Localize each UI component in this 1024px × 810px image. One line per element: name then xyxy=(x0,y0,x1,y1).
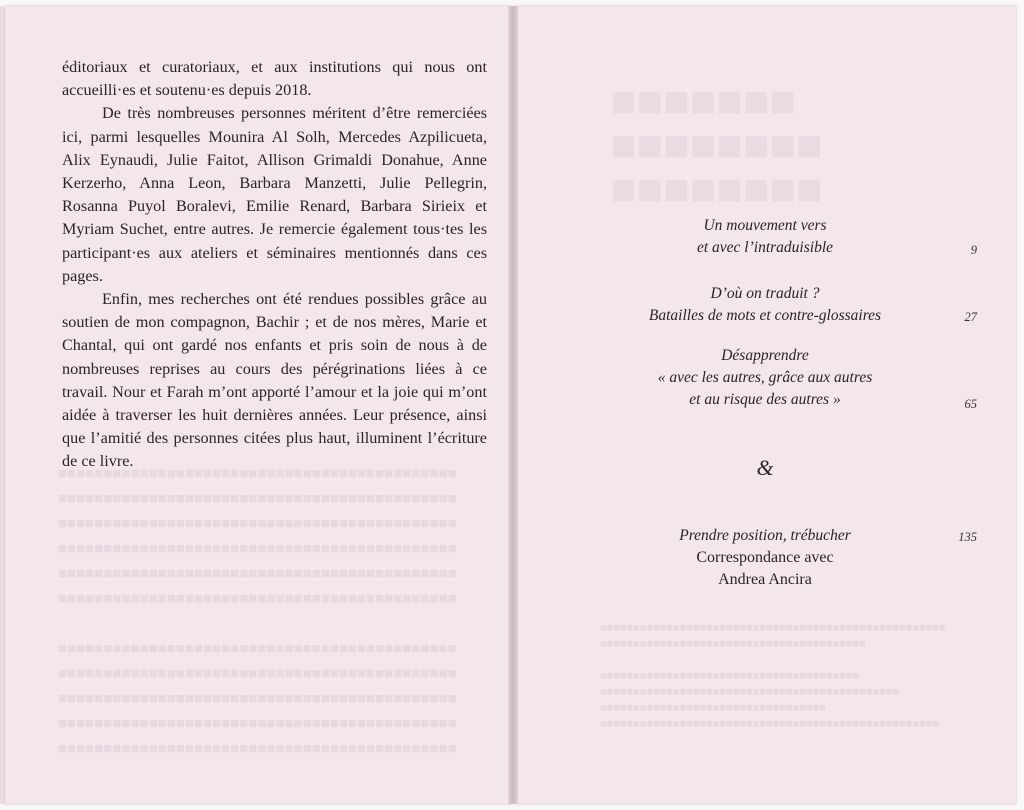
toc-entry-title: Désapprendre xyxy=(721,347,809,364)
paragraph-continuation: éditoriaux et curatoriaux, et aux institutions qui nous ont accueilli·es et soutenu·es depuis 2018. xyxy=(62,58,487,100)
table-of-contents xyxy=(515,0,1015,810)
toc-entry-title: Un mouvement vers xyxy=(703,217,827,234)
toc-entry-title: et avec l’intraduisible xyxy=(696,239,834,256)
show-through-notes: ■■■■■■■■■■■■■■■■■■■■■■■■■■■■■■■■■■■■■■■■■■■■■■■■■■■■ ■■■■■■■■■■■■■■■■■■■■■■■■■■■■■■■■■■■■■■■■ ■■■■■■■■■■■■■■■■■■■■■■■■■■■■■■■■■■■■■■■ ■■■■■■■■■■■■■■■■■■■■■■■■■■■■■■■■■■■■■■■■■■■■■ ■■■■■■■■■■■■■■■■■■■■■■■■■■■■■■■■■■ ■■■■■■■■■■■■■■■■■■■■■■■■■■■■■■■■■■■■■■■■■■■■■■■■■■■ xyxy=(600,622,946,730)
paragraph-family: Enfin, mes recherches ont été rendues possibles grâce au soutien de mon compagnon, Bachir ; et de nos mères, Marie et Chantal, qui ont gardé nos enfants et pris soin de nous à de nombreuses reprises au cours des pérégrinations liées à ce travail. Nour et Farah m’ont apporté l’amour et la joie qui m’ont aidée à traverser les huit dernières années. Leur présence, ainsi que l’amitié des personnes citées plus haut, illuminent l’écriture de ce livre. xyxy=(62,290,487,471)
toc-entry-title: « avec les autres, grâce aux autres xyxy=(657,369,873,386)
toc-entry-title: D’où on traduit ? xyxy=(710,285,820,302)
toc-entry-subtitle: Correspondance avec xyxy=(696,549,834,566)
paragraph-acknowledgements: De très nombreuses personnes méritent d’être remerciées ici, parmi lesquelles Mounira Al Solh, Mercedes Azpilicueta, Alix Eynaudi, Julie Faitot, Allison Grimaldi Donahue, Anne Kerzerho, Anna Leon, Barbara Manzetti, Julie Pellegrin, Rosanna Puyol Boralevi, Emilie Renard, Barbara Sirieix et Myriam Suchet, entre autres. Je remercie également tous·tes les participant·es aux ateliers et séminaires mentionnés dans ces pages. xyxy=(62,104,487,285)
toc-page-number: 65 xyxy=(964,397,977,411)
toc-entry-title: et au risque des autres » xyxy=(689,391,841,408)
toc-entry-3 xyxy=(515,345,1015,411)
toc-entry-2 xyxy=(515,283,1015,327)
toc-entry-4 xyxy=(515,525,1015,591)
toc-page-number: 9 xyxy=(970,243,977,257)
left-page-text xyxy=(62,56,487,474)
toc-entry-title: Prendre position, trébucher xyxy=(679,527,851,544)
show-through-title: ■■■■■■■ ■■■■■■■■ ■■■■■■■■ xyxy=(610,80,823,210)
toc-entry-title: Batailles de mots et contre-glossaires xyxy=(648,307,882,324)
toc-entry-1 xyxy=(515,215,1015,259)
toc-entry-subtitle: Andrea Ancira xyxy=(718,571,812,588)
ampersand-ornament: & xyxy=(756,455,774,480)
show-through-text: ■■■■■■■■■■■■■■■■■■■■■■■■■■■■■■■■■■■■■■■■■■■■ ■■■■■■■■■■■■■■■■■■■■■■■■■■■■■■■■■■■■■■■■■■■■ ■■■■■■■■■■■■■■■■■■■■■■■■■■■■■■■■■■■■■■■■■■■■ ■■■■■■■■■■■■■■■■■■■■■■■■■■■■■■■■■■■■■■■■■■■■ ■■■■■■■■■■■■■■■■■■■■■■■■■■■■■■■■■■■■■■■■■■■■ ■■■■■■■■■■■■■■■■■■■■■■■■■■■■■■■■■■■■■■■■■■■■ ■■■■■■■■■■■■■■■■■■■■■■■■■■■■■■■■■■■■■■■■■■■■ ■■■■■■■■■■■■■■■■■■■■■■■■■■■■■■■■■■■■■■■■■■■■ ■■■■■■■■■■■■■■■■■■■■■■■■■■■■■■■■■■■■■■■■■■■■ ■■■■■■■■■■■■■■■■■■■■■■■■■■■■■■■■■■■■■■■■■■■■ ■■■■■■■■■■■■■■■■■■■■■■■■■■■■■■■■■■■■■■■■■■■■ xyxy=(58,466,457,757)
toc-page-number: 27 xyxy=(964,310,977,324)
toc-page-number: 135 xyxy=(958,530,977,544)
